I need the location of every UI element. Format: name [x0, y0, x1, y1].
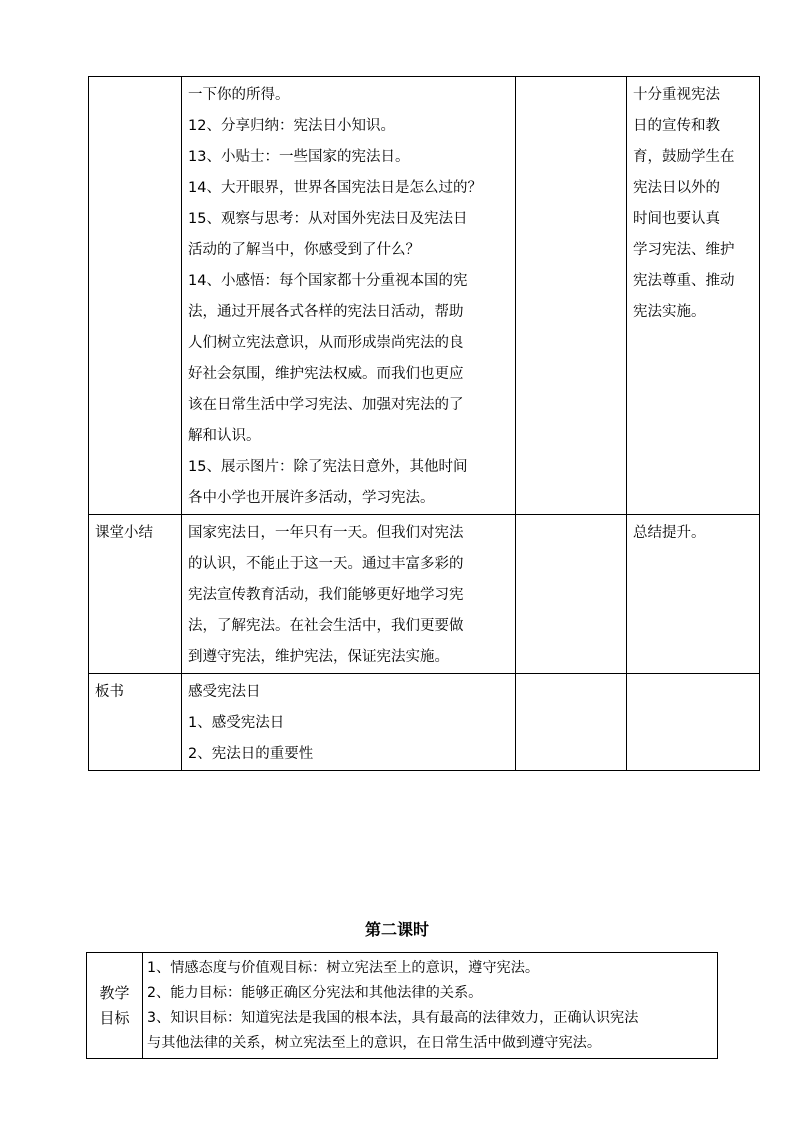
note-line: 宪法日以外的 — [633, 180, 720, 196]
goals-label-line: 教学 — [99, 983, 130, 1002]
table-row — [87, 953, 718, 1059]
content-line: 到遵守宪法，维护宪法，保证宪法实施。 — [188, 649, 449, 665]
blackboard-content-cell — [182, 674, 516, 771]
note-line: 十分重视宪法 — [633, 87, 720, 103]
note-line: 总结提升。 — [633, 525, 706, 541]
content-line: 法，通过开展各式各样的宪法日活动，帮助 — [188, 304, 464, 320]
note-line: 时间也要认真 — [633, 211, 720, 227]
content-line: 2、宪法日的重要性 — [188, 746, 314, 762]
summary-content-cell — [182, 515, 516, 674]
table-row — [89, 515, 760, 674]
note-line: 学习宪法、维护 — [633, 242, 735, 258]
goals-label-line: 目标 — [99, 1008, 130, 1027]
row-label-cell — [89, 515, 182, 674]
content-line: 15、观察与思考：从对国外宪法日及宪法日 — [188, 211, 468, 227]
content-line: 14、大开眼界，世界各国宪法日是怎么过的？ — [188, 180, 482, 196]
activity-content-cell — [182, 77, 516, 515]
content-line: 活动的了解当中，你感受到了什么？ — [188, 242, 420, 258]
lesson-heading: 第二课时 — [364, 920, 429, 939]
teaching-goals-table — [86, 952, 718, 1059]
content-line: 国家宪法日，一年只有一天。但我们对宪法 — [188, 525, 464, 541]
note-line: 育，鼓励学生在 — [633, 149, 735, 165]
empty-cell — [627, 674, 760, 771]
content-line: 宪法宣传教育活动，我们能够更好地学习宪 — [188, 587, 464, 603]
content-line: 12、分享归纳：宪法日小知识。 — [188, 118, 395, 134]
goal-line: 2、能力目标：能够正确区分宪法和其他法律的关系。 — [147, 985, 483, 1001]
row-label: 课堂小结 — [95, 525, 153, 541]
empty-cell — [516, 674, 627, 771]
lesson-plan-table — [88, 76, 760, 771]
row-label: 板书 — [95, 684, 124, 700]
table-row — [89, 674, 760, 771]
content-line: 一下你的所得。 — [188, 87, 290, 103]
content-line: 15、展示图片：除了宪法日意外，其他时间 — [188, 459, 468, 475]
content-line: 该在日常生活中学习宪法、加强对宪法的了 — [188, 397, 464, 413]
content-line: 14、小感悟：每个国家都十分重视本国的宪 — [188, 273, 468, 289]
design-intent-cell — [627, 515, 760, 674]
content-line: 的认识，不能止于这一天。通过丰富多彩的 — [188, 556, 464, 572]
content-line: 各中小学也开展许多活动，学习宪法。 — [188, 490, 435, 506]
goal-line: 与其他法律的关系，树立宪法至上的意识，在日常生活中做到遵守宪法。 — [147, 1035, 602, 1051]
content-line: 人们树立宪法意识，从而形成崇尚宪法的良 — [188, 335, 464, 351]
content-line: 感受宪法日 — [188, 684, 261, 700]
goal-line: 1、情感态度与价值观目标：树立宪法至上的意识，遵守宪法。 — [147, 960, 540, 976]
row-label-cell — [89, 77, 182, 515]
note-line: 宪法实施。 — [633, 304, 706, 320]
content-line: 法，了解宪法。在社会生活中，我们更要做 — [188, 618, 464, 634]
note-line: 宪法尊重、推动 — [633, 273, 735, 289]
table-row — [89, 77, 760, 515]
row-label-cell — [89, 674, 182, 771]
content-line: 13、小贴士：一些国家的宪法日。 — [188, 149, 410, 165]
goals-label-cell — [87, 953, 143, 1059]
goals-content-cell — [143, 953, 718, 1059]
content-line: 1、感受宪法日 — [188, 715, 285, 731]
goal-line: 3、知识目标：知道宪法是我国的根本法，具有最高的法律效力，正确认识宪法 — [147, 1010, 639, 1026]
content-line: 好社会氛围，维护宪法权威。而我们也更应 — [188, 366, 464, 382]
note-line: 日的宣传和教 — [633, 118, 720, 134]
empty-cell — [516, 77, 627, 515]
design-intent-cell — [627, 77, 760, 515]
content-line: 解和认识。 — [188, 428, 261, 444]
empty-cell — [516, 515, 627, 674]
